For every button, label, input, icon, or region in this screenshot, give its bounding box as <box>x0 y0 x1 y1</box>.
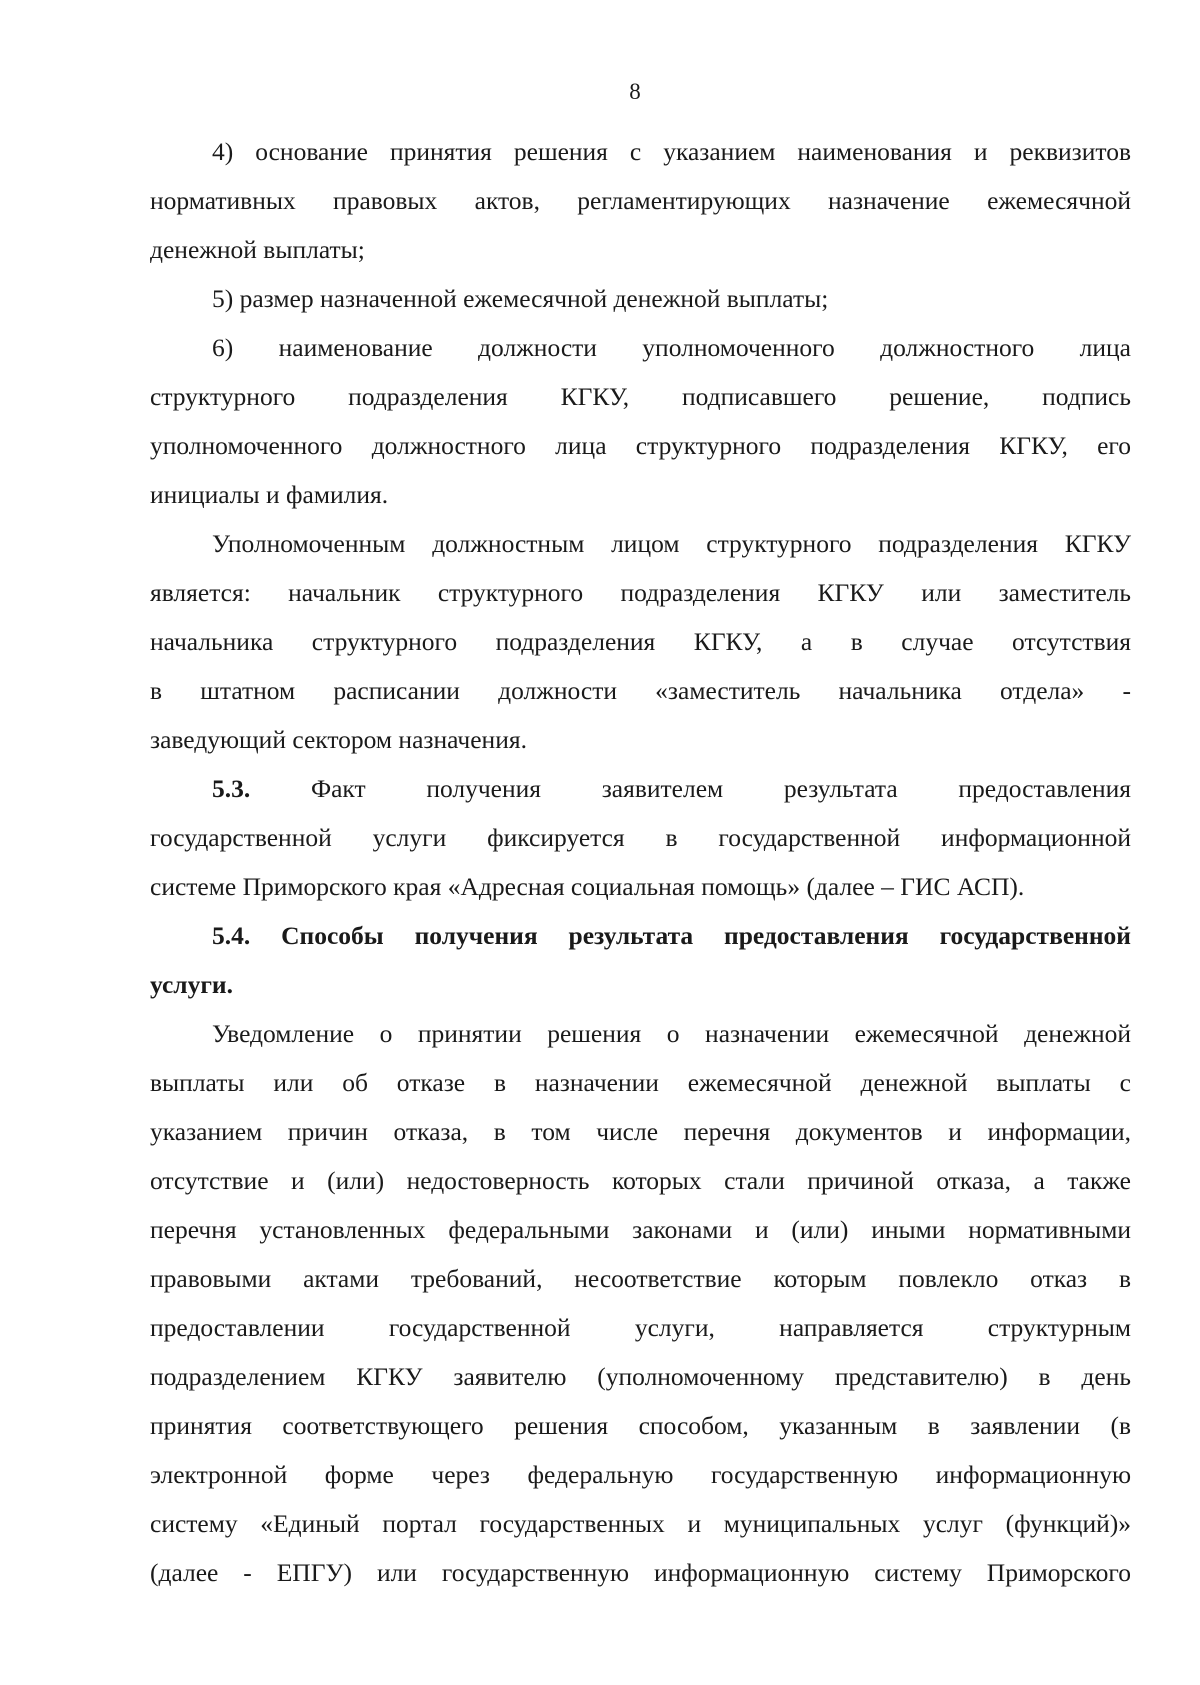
paragraph-line <box>150 764 1131 813</box>
paragraph-line: предоставлении государственной услуги, направляется структурным <box>150 1313 1131 1342</box>
document-body <box>150 127 1131 1597</box>
section-number: 5.3. <box>212 774 251 803</box>
paragraph-line: системе Приморского края «Адресная социальная помощь» (далее – ГИС АСП). <box>150 872 1025 901</box>
section-5-4-heading <box>150 911 1131 1009</box>
paragraph-item-5 <box>150 274 1131 323</box>
paragraph-line: перечня установленных федеральными законами и (или) иными нормативными <box>150 1215 1131 1244</box>
paragraph-line: денежной выплаты; <box>150 235 365 264</box>
paragraph-notification <box>150 1009 1131 1597</box>
paragraph-line: в штатном расписании должности «заместитель начальника отдела» - <box>150 676 1131 705</box>
paragraph-line: заведующий сектором назначения. <box>150 725 527 754</box>
paragraph-line: (далее - ЕПГУ) или государственную информационную систему Приморского <box>150 1558 1131 1587</box>
paragraph-line: подразделением КГКУ заявителю (уполномоченному представителю) в день <box>150 1362 1131 1391</box>
paragraph-line: электронной форме через федеральную государственную информационную <box>150 1460 1131 1489</box>
paragraph-line: систему «Единый портал государственных и муниципальных услуг (функций)» <box>150 1509 1131 1538</box>
paragraph-line: выплаты или об отказе в назначении ежемесячной денежной выплаты с <box>150 1068 1131 1097</box>
paragraph-line: принятия соответствующего решения способом, указанным в заявлении (в <box>150 1411 1131 1440</box>
paragraph-line: является: начальник структурного подразделения КГКУ или заместитель <box>150 578 1131 607</box>
paragraph-item-6 <box>150 323 1131 519</box>
paragraph-line: нормативных правовых актов, регламентирующих назначение ежемесячной <box>150 186 1131 215</box>
paragraph-line: 6) наименование должности уполномоченного должностного лица <box>212 333 1131 362</box>
paragraph-line: правовыми актами требований, несоответствие которым повлекло отказ в <box>150 1264 1131 1293</box>
paragraph-line: инициалы и фамилия. <box>150 480 389 509</box>
paragraph-line: 5) размер назначенной ежемесячной денежной выплаты; <box>212 284 829 313</box>
paragraph-line: Уведомление о принятии решения о назначении ежемесячной денежной <box>212 1019 1131 1048</box>
paragraph-line: государственной услуги фиксируется в государственной информационной <box>150 823 1131 852</box>
paragraph-line: Уполномоченным должностным лицом структурного подразделения КГКУ <box>212 529 1131 558</box>
heading-line: 5.4. Способы получения результата предоставления государственной <box>212 921 1131 950</box>
heading-line: услуги. <box>150 970 233 999</box>
page-number: 8 <box>629 79 641 104</box>
section-5-3-first-line: Факт получения заявителем результата предоставления <box>310 774 1131 803</box>
paragraph-line: структурного подразделения КГКУ, подписавшего решение, подпись <box>150 382 1131 411</box>
paragraph-authorized-official <box>150 519 1131 764</box>
section-5-3 <box>150 764 1131 911</box>
paragraph-line: 4) основание принятия решения с указанием наименования и реквизитов <box>212 137 1131 166</box>
paragraph-item-4 <box>150 127 1131 274</box>
paragraph-line: указанием причин отказа, в том числе перечня документов и информации, <box>150 1117 1131 1146</box>
paragraph-line: уполномоченного должностного лица структурного подразделения КГКУ, его <box>150 431 1131 460</box>
paragraph-line: начальника структурного подразделения КГКУ, а в случае отсутствия <box>150 627 1131 656</box>
paragraph-line: отсутствие и (или) недостоверность которых стали причиной отказа, а также <box>150 1166 1131 1195</box>
